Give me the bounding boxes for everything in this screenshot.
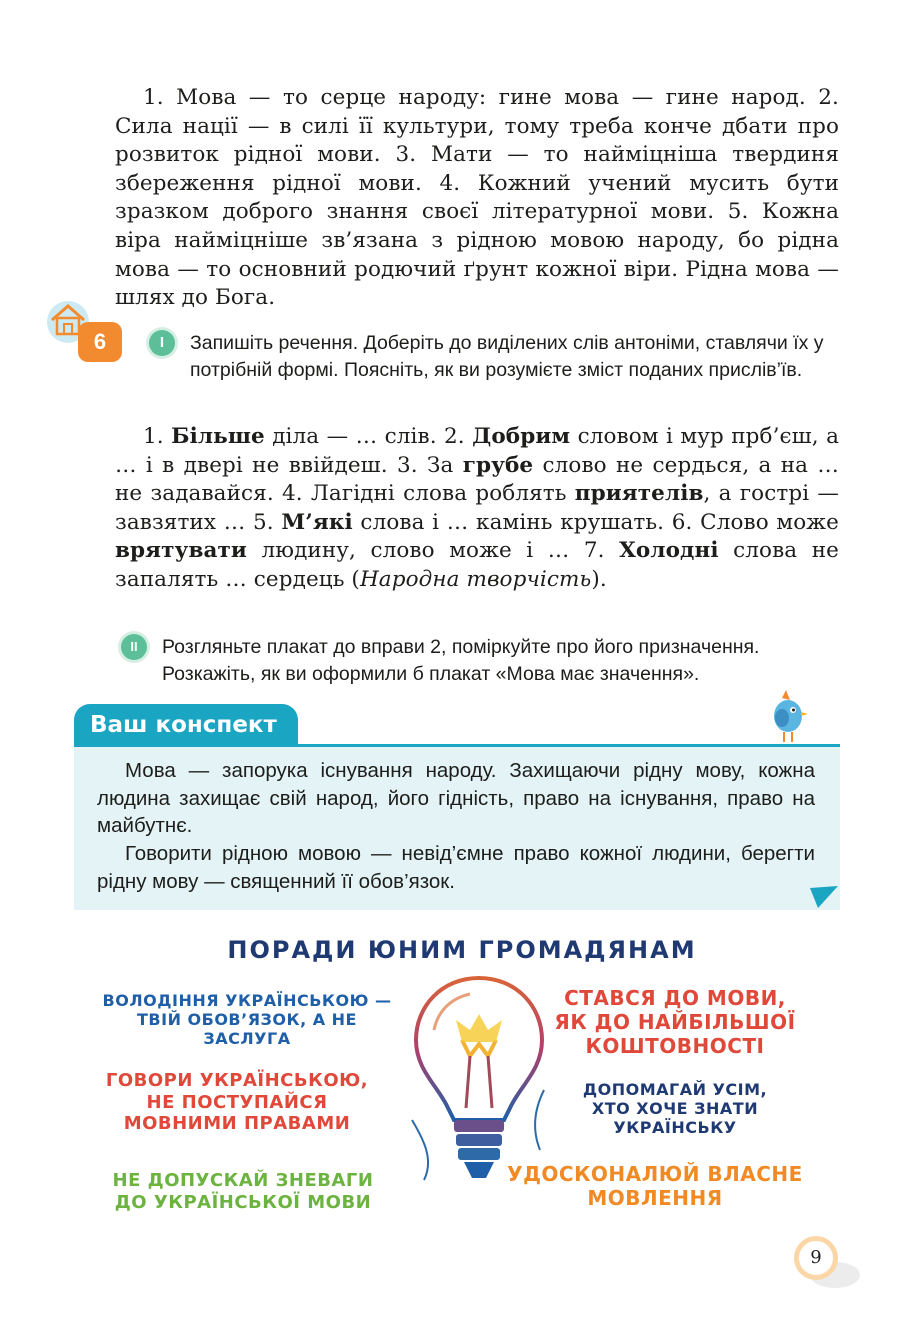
highlight-word: врятувати (115, 538, 247, 564)
konspekt-paragraph-2: Говорити рідною мовою — невід’ємне право кожної людини, берегти рідну мову — священний її обов’язок. (97, 842, 815, 893)
tip-treasure: СТАВСЯ ДО МОВИ, ЯК ДО НАЙБІЛЬШОЇ КОШТОВНОСТІ (554, 986, 796, 1058)
highlight-word: Добрим (472, 424, 571, 449)
konspekt-paragraph-1: Мова — запорука існування народу. Захищаючи рідну мову, кожна людина захищає свій народ, його гідність, право на існування, право на майбутнє. (97, 759, 815, 837)
corner-arrow-icon (808, 884, 840, 910)
poster-title: ПОРАДИ ЮНИМ ГРОМАДЯНАМ (227, 936, 697, 964)
source-citation: Народна творчість (359, 566, 592, 592)
task-one-text: Запишіть речення. Доберіть до виділених слів антоніми, ставлячи їх у потрібній формі. Поясніть, як ви розумієте зміст поданих прислів’їв. (190, 332, 824, 381)
tip-help: ДОПОМАГАЙ УСІМ, ХТО ХОЧЕ ЗНАТИ УКРАЇНСЬКУ (582, 1080, 768, 1138)
exercise-number-badge: 6 (78, 322, 122, 362)
highlight-word: Холодні (619, 538, 719, 564)
quotes-paragraph: 1. Мова — то серце народу: гине мова — гине народ. 2. Сила нації — в силі її культури, тому треба конче дбати про розвиток рідної мови. 3. Мати — то наймiцніша твердиня збереження рідної мови. 4. Кожний учений мусить бути зразком доброго знання своєї літературної мови. 5. Кожна віра наймiцніше зв’язана з рідною мовою народу, бо рідна мова — то основний родючий ґрунт кожної віри. Рідна мова — шлях до Бога. (115, 85, 839, 311)
tip-respect: НЕ ДОПУСКАЙ ЗНЕВАГИ ДО УКРАЇНСЬКОЇ МОВИ (112, 1170, 374, 1213)
tip-speak: ГОВОРИ УКРАЇНСЬКОЮ, НЕ ПОСТУПАЙСЯ МОВНИМИ ПРАВАМИ (105, 1070, 369, 1135)
task-two-text: Розгляньте плакат до вправи 2, поміркуйте про його призначення. Розкажіть, як ви оформили б плакат «Мова має значення». (162, 636, 760, 685)
tip-ownership: ВОЛОДІННЯ УКРАЇНСЬКОЮ — ТВІЙ ОБОВ’ЯЗОК, А НЕ ЗАСЛУГА (102, 991, 392, 1049)
proverbs-paragraph: 1. Більше діла — … слів. 2. Добрим словом і мур прб’єш, а … і в двері не ввійдеш. 3. За грубе слово не сердься, а на … не задавайся. 4. Лагідні слова роблять приятелів, а гострі — завзятих … 5. М’які слова і … камінь крушать. 6. Слово може врятувати людину, слово може і … 7. Холодні слова не запалять … сердець (Народна творчість). (115, 424, 839, 592)
page-number: 9 (794, 1236, 838, 1280)
highlight-word: Більше (171, 424, 265, 449)
highlight-word: приятелів (574, 481, 704, 507)
konspekt-title: Ваш конспект (74, 704, 298, 746)
highlight-word: М’які (281, 509, 353, 535)
highlight-word: грубе (462, 452, 534, 478)
light-bulb-icon (404, 970, 554, 1200)
tip-improve: УДОСКОНАЛЮЙ ВЛАСНЕ МОВЛЕННЯ (507, 1162, 803, 1210)
task-two-marker: II (121, 634, 147, 660)
bird-icon (764, 686, 810, 746)
task-one-marker: I (149, 330, 175, 356)
